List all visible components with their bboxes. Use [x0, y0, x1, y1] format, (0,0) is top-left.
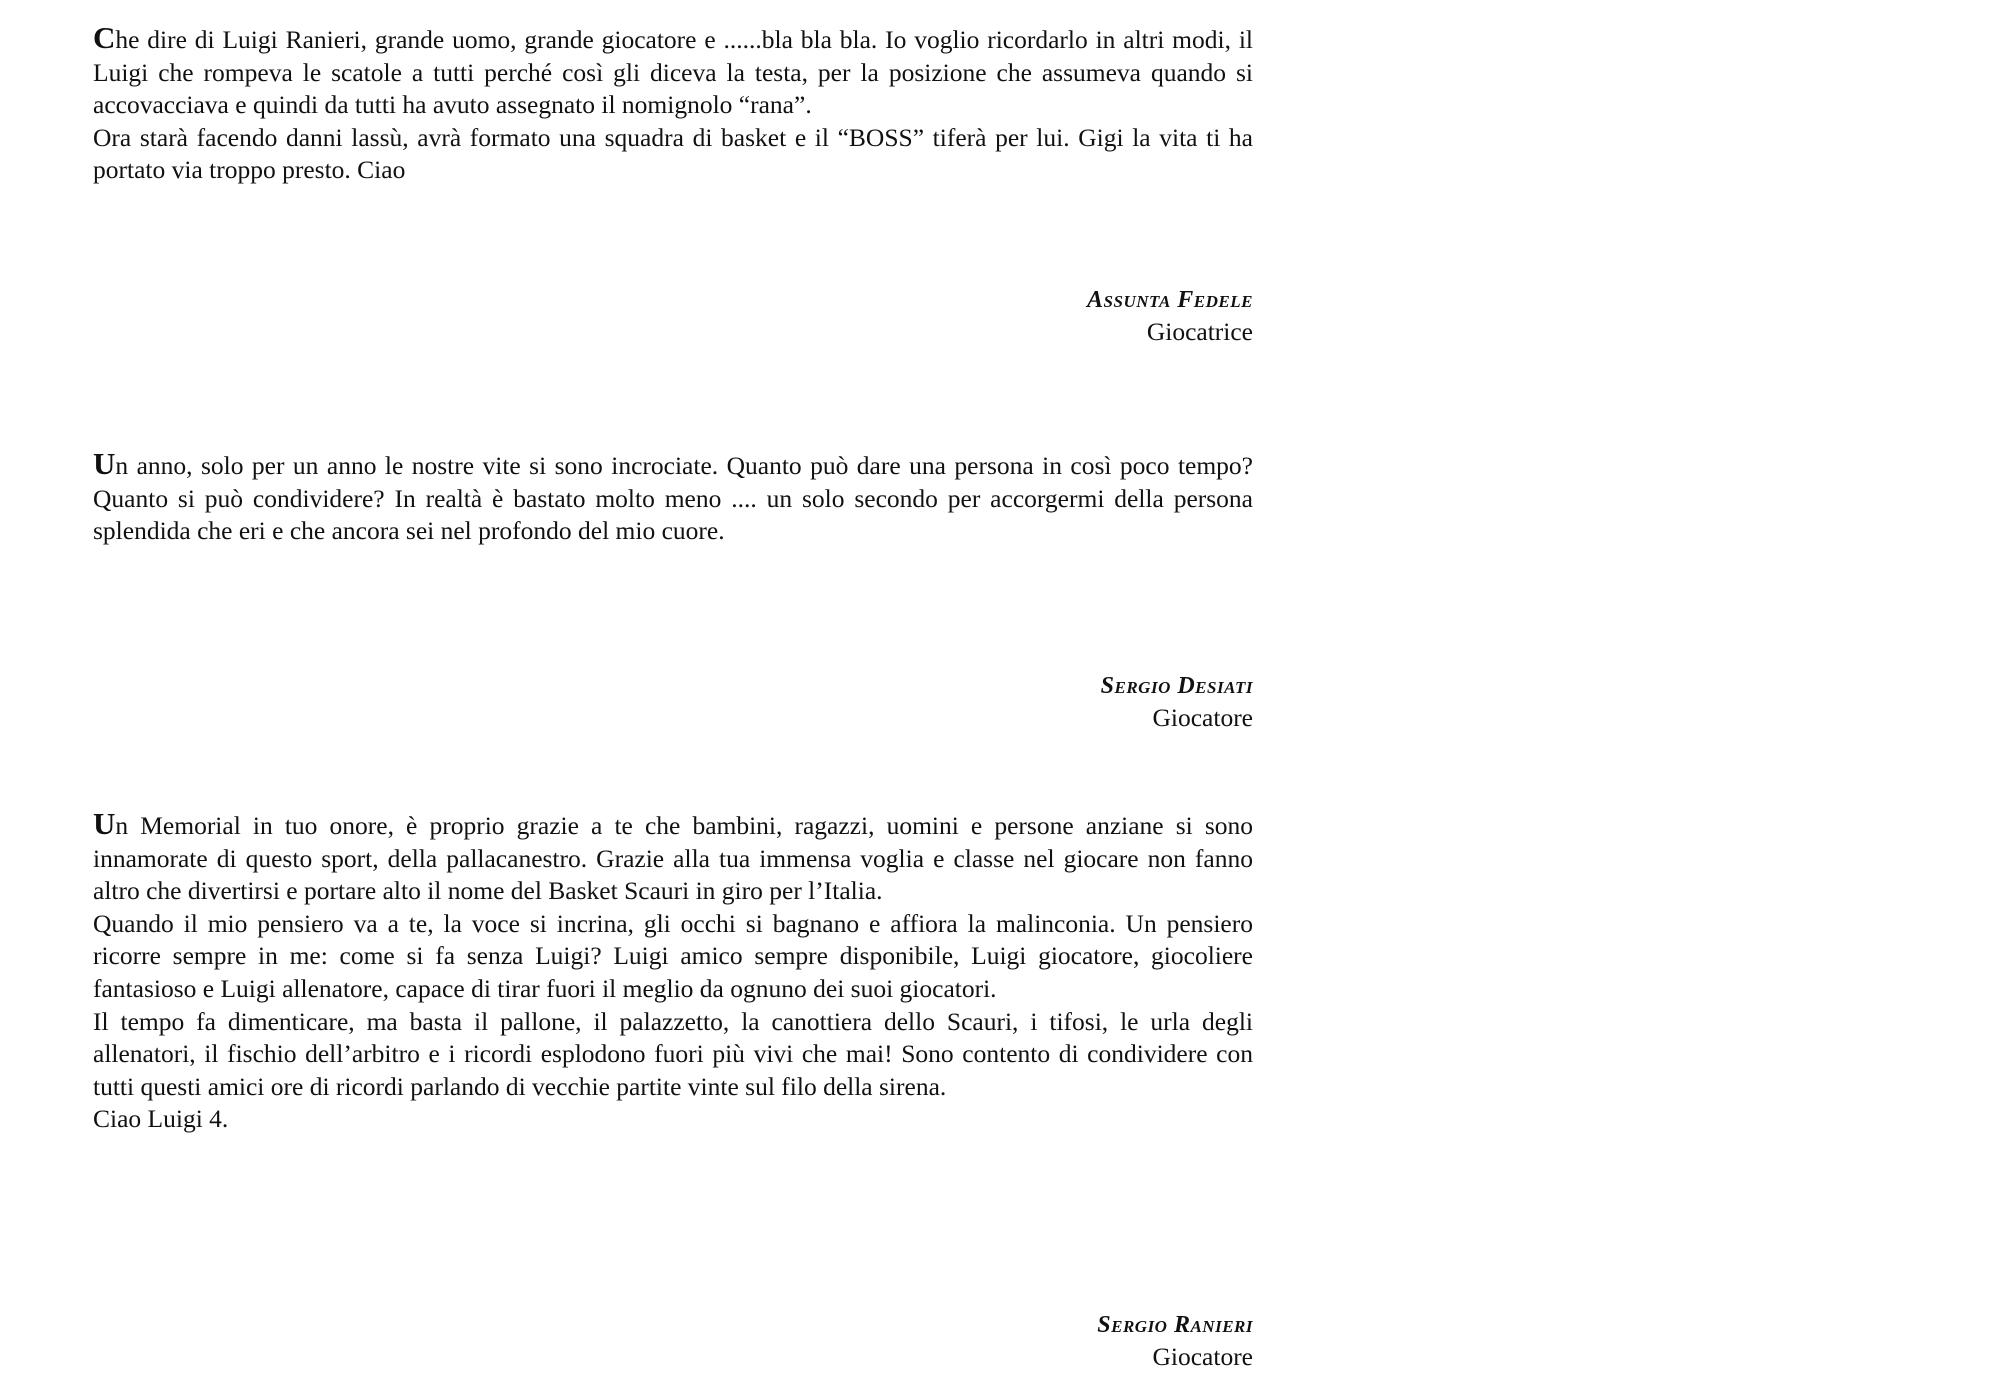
tribute-entry [93, 806, 1253, 1371]
author-role: Giocatrice [1146, 317, 1253, 346]
drop-cap: U [93, 446, 116, 481]
author-role: Giocatore [1152, 703, 1253, 732]
tribute-paragraph [93, 808, 1253, 908]
tribute-text [93, 808, 1253, 1136]
tribute-paragraph: Quando il mio pensiero va a te, la voce si incrina, gli occhi si bagnano e affiora la malinconia. Un pensiero ricorre sempre in me: come si fa senza Luigi? Luigi amico sempre disponibile, Luigi giocatore, giocoliere fantasioso e Luigi allenatore, capace di tirar fuori il meglio da ognuno dei suoi giocatori. [93, 908, 1253, 1003]
signature [1097, 1309, 1253, 1373]
tribute-text [93, 448, 1253, 548]
tribute-entry [93, 20, 1253, 346]
tribute-text [93, 22, 1253, 187]
tribute-paragraph: Ciao Luigi 4. [93, 1104, 229, 1134]
paragraph-text: he dire di Luigi Ranieri, grande uomo, grande giocatore e ......bla bla bla. Io voglio ricordarlo in altri modi, il Luigi che rompeva le scatole a tutti perché così gli diceva la testa, per la posizione che assumeva quando si accovacciava e quindi da tutti ha avuto assegnato il nomignolo “rana”. [93, 25, 1253, 120]
signature [1087, 284, 1253, 348]
tribute-paragraph: Ora starà facendo danni lassù, avrà formato una squadra di basket e il “BOSS” tiferà per lui. Gigi la vita ti ha portato via troppo presto. Ciao [93, 122, 1253, 185]
author-name: Sergio Desiati [1100, 673, 1253, 699]
signature [1101, 670, 1253, 734]
author-role: Giocatore [1152, 1342, 1253, 1371]
tribute-paragraph [93, 22, 1253, 122]
tribute-paragraph [93, 448, 1253, 548]
drop-cap: C [93, 20, 116, 55]
author-name: Assunta Fedele [1087, 287, 1253, 313]
tribute-entry [93, 446, 1253, 732]
paragraph-text: n Memorial in tuo onore, è proprio grazie a te che bambini, ragazzi, uomini e persone anziane si sono innamorate di questo sport, della pallacanestro. Grazie alla tua immensa voglia e classe nel giocare non fanno altro che divertirsi e portare alto il nome del Basket Scauri in giro per l’Italia. [93, 811, 1253, 906]
author-name: Sergio Ranieri [1097, 1312, 1253, 1338]
tribute-paragraph: Il tempo fa dimenticare, ma basta il pallone, il palazzetto, la canottiera dello Scauri, i tifosi, le urla degli allenatori, il fischio dell’arbitro e i ricordi esplodono fuori più vivi che mai! Sono contento di condividere con tutti questi amici ore di ricordi parlando di vecchie partite vinte sul filo della sirena. [93, 1006, 1253, 1101]
paragraph-text: n anno, solo per un anno le nostre vite si sono incrociate. Quanto può dare una persona in così poco tempo? Quanto si può condividere? In realtà è bastato molto meno .... un solo secondo per accorgermi della persona splendida che eri e che ancora sei nel profondo del mio cuore. [93, 451, 1253, 546]
drop-cap: U [93, 806, 116, 841]
